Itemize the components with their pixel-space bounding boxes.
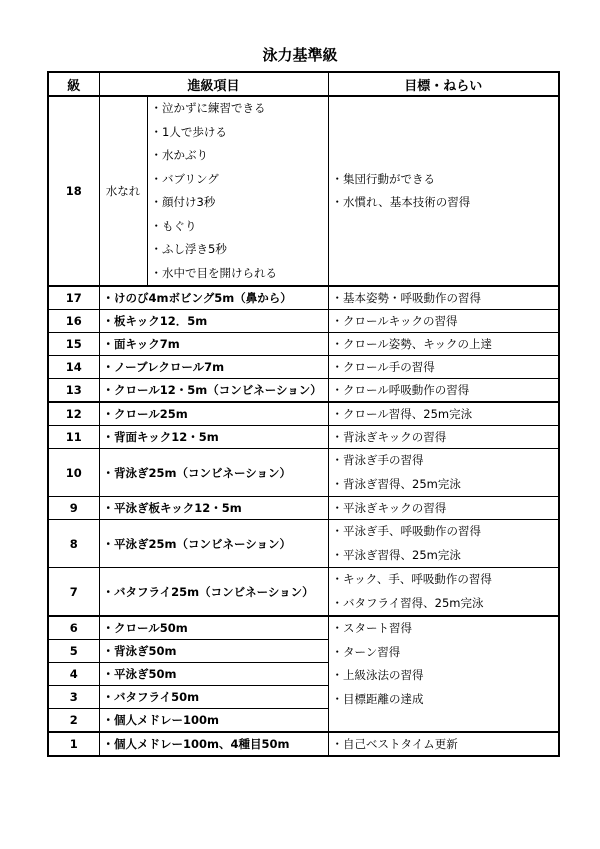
level-cell: 17 — [48, 286, 99, 310]
item-cell: ・背泳ぎ25m（コンビネーション） — [99, 449, 328, 497]
item-cell: ・クロール25m — [99, 402, 328, 426]
table-row — [48, 286, 559, 310]
goal-line: ・スタート習得 — [331, 621, 413, 635]
goal-line: ・ターン習得 — [331, 644, 401, 659]
list-item: ・水中で目を開けられる — [150, 265, 277, 280]
level-cell: 4 — [48, 663, 99, 686]
group-goal-cell — [328, 616, 559, 732]
table-row — [48, 402, 559, 426]
item-cell: ・個人メドレー100m、4種目50m — [99, 732, 328, 756]
list-item: ・バブリング — [150, 171, 219, 186]
level-cell: 14 — [48, 356, 99, 379]
table-row — [48, 616, 559, 640]
item-cell: ・背面キック12・5m — [99, 426, 328, 449]
list-item: ・ふし浮き5秒 — [150, 242, 227, 256]
list-item: ・泣かずに練習できる — [150, 101, 266, 115]
goal-cell — [328, 568, 559, 617]
item-cell: ・板キック12．5m — [99, 310, 328, 333]
table-row — [48, 449, 559, 497]
list-item: ・水かぶり — [150, 148, 208, 162]
item-cell: ・背泳ぎ50m — [99, 640, 328, 663]
table-row — [48, 310, 559, 333]
goal-cell — [328, 520, 559, 568]
header-item: 進級項目 — [99, 72, 328, 96]
level-cell: 10 — [48, 449, 99, 497]
header-level: 級 — [48, 72, 99, 96]
table-row — [48, 732, 559, 756]
goal-line: ・背泳ぎ習得、25m完泳 — [331, 476, 461, 491]
goal-line: ・上級泳法の習得 — [331, 668, 424, 682]
level-cell: 1 — [48, 732, 99, 756]
level-cell: 11 — [48, 426, 99, 449]
item-cell: ・ノーブレクロール7m — [99, 356, 328, 379]
item-cell: ・バタフライ50m — [99, 686, 328, 709]
level-cell: 16 — [48, 310, 99, 333]
item-cell: ・面キック7m — [99, 333, 328, 356]
goal-line: ・平泳ぎ手、呼吸動作の習得 — [331, 524, 482, 538]
goal-line: ・目標距離の達成 — [331, 691, 424, 706]
level-cell: 7 — [48, 568, 99, 617]
goal-cell: ・クロール姿勢、キックの上達 — [328, 333, 559, 356]
item-cell: ・バタフライ25m（コンビネーション） — [99, 568, 328, 617]
goal-line: ・水慣れ、基本技術の習得 — [331, 195, 471, 209]
list-item: ・1人で歩ける — [150, 124, 227, 139]
list-item: ・もぐり — [150, 218, 197, 233]
goal-cell — [328, 449, 559, 497]
goal-line: ・キック、手、呼吸動作の習得 — [331, 572, 492, 586]
table-header-row — [48, 72, 559, 96]
table-row — [48, 333, 559, 356]
item-cell: ・個人メドレー100m — [99, 709, 328, 733]
goal-cell — [328, 96, 559, 286]
level-cell: 13 — [48, 379, 99, 403]
table-row — [48, 96, 559, 286]
goal-line: ・平泳ぎ習得、25m完泳 — [331, 547, 461, 562]
goal-line: ・バタフライ習得、25m完泳 — [331, 595, 484, 610]
level-cell: 9 — [48, 497, 99, 520]
table-row — [48, 356, 559, 379]
list-item: ・顔付け3秒 — [150, 195, 216, 209]
item-cell: ・平泳ぎ50m — [99, 663, 328, 686]
goal-cell: ・基本姿勢・呼吸動作の習得 — [328, 286, 559, 310]
goal-cell: ・平泳ぎキックの習得 — [328, 497, 559, 520]
table-row — [48, 520, 559, 568]
goal-line: ・集団行動ができる — [331, 171, 436, 186]
level-cell: 8 — [48, 520, 99, 568]
item-cell: ・平泳ぎ25m（コンビネーション） — [99, 520, 328, 568]
header-goal: 目標・ねらい — [328, 72, 559, 96]
swimming-level-table — [47, 71, 560, 757]
item-cell: ・クロール50m — [99, 616, 328, 640]
goal-cell: ・クロール手の習得 — [328, 356, 559, 379]
level-cell: 6 — [48, 616, 99, 640]
item-cell: ・平泳ぎ板キック12・5m — [99, 497, 328, 520]
level-cell: 5 — [48, 640, 99, 663]
item-list-cell — [147, 96, 328, 286]
goal-cell: ・クロール習得、25m完泳 — [328, 402, 559, 426]
table-row — [48, 497, 559, 520]
goal-cell: ・クロール呼吸動作の習得 — [328, 379, 559, 403]
level-cell: 3 — [48, 686, 99, 709]
table-row — [48, 379, 559, 403]
table-row — [48, 568, 559, 617]
goal-line: ・背泳ぎ手の習得 — [331, 453, 424, 467]
page-title: 泳力基準級 — [262, 46, 338, 64]
category-cell: 水なれ — [99, 96, 147, 286]
item-cell: ・クロール12・5m（コンビネーション） — [99, 379, 328, 403]
item-cell: ・けのび4mボビング5m（鼻から） — [99, 286, 328, 310]
level-cell: 12 — [48, 402, 99, 426]
goal-cell: ・自己ベストタイム更新 — [328, 732, 559, 756]
goal-cell: ・クロールキックの習得 — [328, 310, 559, 333]
goal-cell: ・背泳ぎキックの習得 — [328, 426, 559, 449]
level-cell: 2 — [48, 709, 99, 733]
table-row — [48, 426, 559, 449]
level-cell: 15 — [48, 333, 99, 356]
level-cell: 18 — [48, 96, 99, 286]
